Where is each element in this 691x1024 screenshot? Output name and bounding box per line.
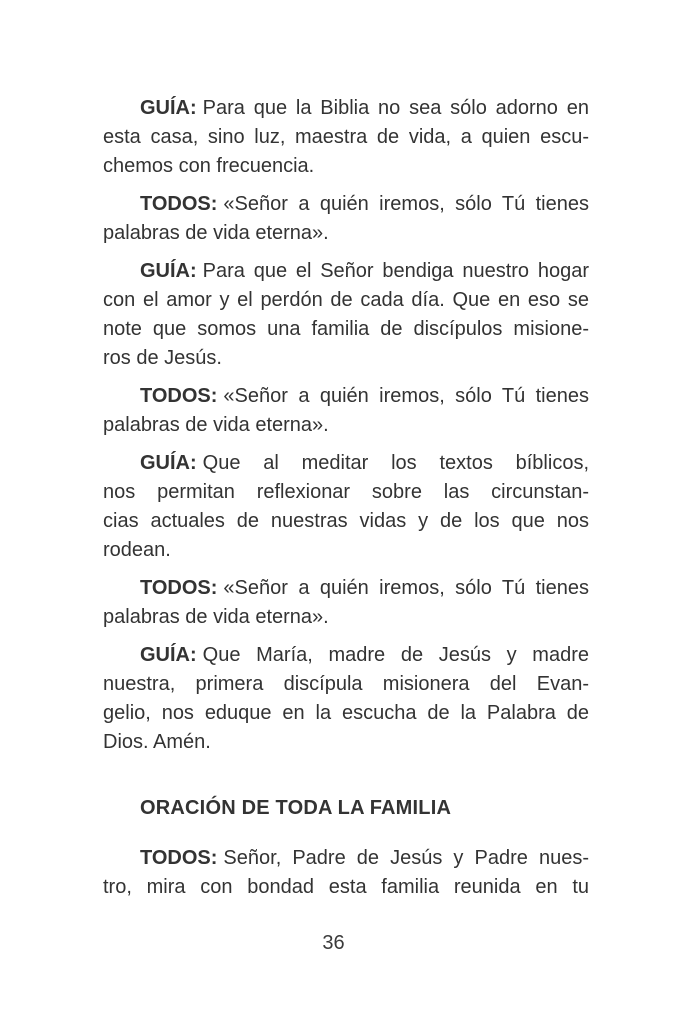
- paragraph-line-text: Para que la Biblia no sea sólo adorno en: [202, 97, 589, 119]
- paragraph-line: [103, 190, 589, 219]
- paragraph-line: [103, 449, 589, 478]
- paragraph-line: esta casa, sino luz, maestra de vida, a quien escu-: [103, 126, 589, 148]
- paragraph-line: nos permitan reflexionar sobre las circunstan-: [103, 481, 589, 503]
- page-footer: [0, 929, 679, 958]
- paragraph-line: ros de Jesús.: [103, 347, 222, 369]
- prayer-paragraph: [103, 94, 589, 181]
- speaker-label: GUÍA:: [140, 260, 197, 282]
- paragraph-line-text: «Señor a quién iremos, sólo Tú tienes: [223, 193, 589, 215]
- speaker-label: TODOS:: [140, 193, 218, 215]
- speaker-label: TODOS:: [140, 577, 218, 599]
- prayer-paragraph: [103, 574, 589, 632]
- speaker-label: GUÍA:: [140, 452, 197, 474]
- speaker-label: GUÍA:: [140, 97, 197, 119]
- paragraph-line: cias actuales de nuestras vidas y de los que nos: [103, 510, 589, 532]
- prayer-paragraph: [103, 449, 589, 565]
- paragraph-line: [103, 844, 589, 873]
- prayer-paragraph: [103, 190, 589, 248]
- paragraph-line: palabras de vida eterna».: [103, 414, 329, 436]
- prayer-paragraph: [103, 382, 589, 440]
- speaker-label: TODOS:: [140, 385, 218, 407]
- paragraph-line: [103, 257, 589, 286]
- paragraph-line: tro, mira con bondad esta familia reunida en tu: [103, 876, 589, 898]
- section-heading: ORACIÓN DE TODA LA FAMILIA: [140, 797, 452, 819]
- paragraph-line-text: «Señor a quién iremos, sólo Tú tienes: [223, 385, 589, 407]
- paragraph-line: palabras de vida eterna».: [103, 222, 329, 244]
- paragraph-line: Dios. Amén.: [103, 731, 211, 753]
- paragraph-line: con el amor y el perdón de cada día. Que en eso se: [103, 289, 589, 311]
- paragraph-line: palabras de vida eterna».: [103, 606, 329, 628]
- prayer-paragraph: [103, 641, 589, 757]
- prayer-paragraph: [103, 257, 589, 373]
- paragraph-line: gelio, nos eduque en la escucha de la Palabra de: [103, 702, 589, 724]
- speaker-label: TODOS:: [140, 847, 218, 869]
- paragraph-line-text: Que María, madre de Jesús y madre: [202, 644, 589, 666]
- paragraph-line-text: Para que el Señor bendiga nuestro hogar: [202, 260, 589, 282]
- paragraph-line-text: «Señor a quién iremos, sólo Tú tienes: [223, 577, 589, 599]
- paragraph-line-text: Señor, Padre de Jesús y Padre nues-: [223, 847, 589, 869]
- paragraph-line: [103, 641, 589, 670]
- paragraph-line-text: Que al meditar los textos bíblicos,: [202, 452, 589, 474]
- paragraph-line: [103, 574, 589, 603]
- paragraph-line: nuestra, primera discípula misionera del Evan-: [103, 673, 589, 695]
- paragraph-line: [103, 94, 589, 123]
- paragraph-line: [103, 382, 589, 411]
- speaker-label: GUÍA:: [140, 644, 197, 666]
- paragraph-line: rodean.: [103, 539, 171, 561]
- paragraph-line: note que somos una familia de discípulos misione-: [103, 318, 589, 340]
- page-number: 36: [322, 932, 345, 954]
- paragraph-line: chemos con frecuencia.: [103, 155, 315, 177]
- prayer-paragraph: [103, 844, 589, 902]
